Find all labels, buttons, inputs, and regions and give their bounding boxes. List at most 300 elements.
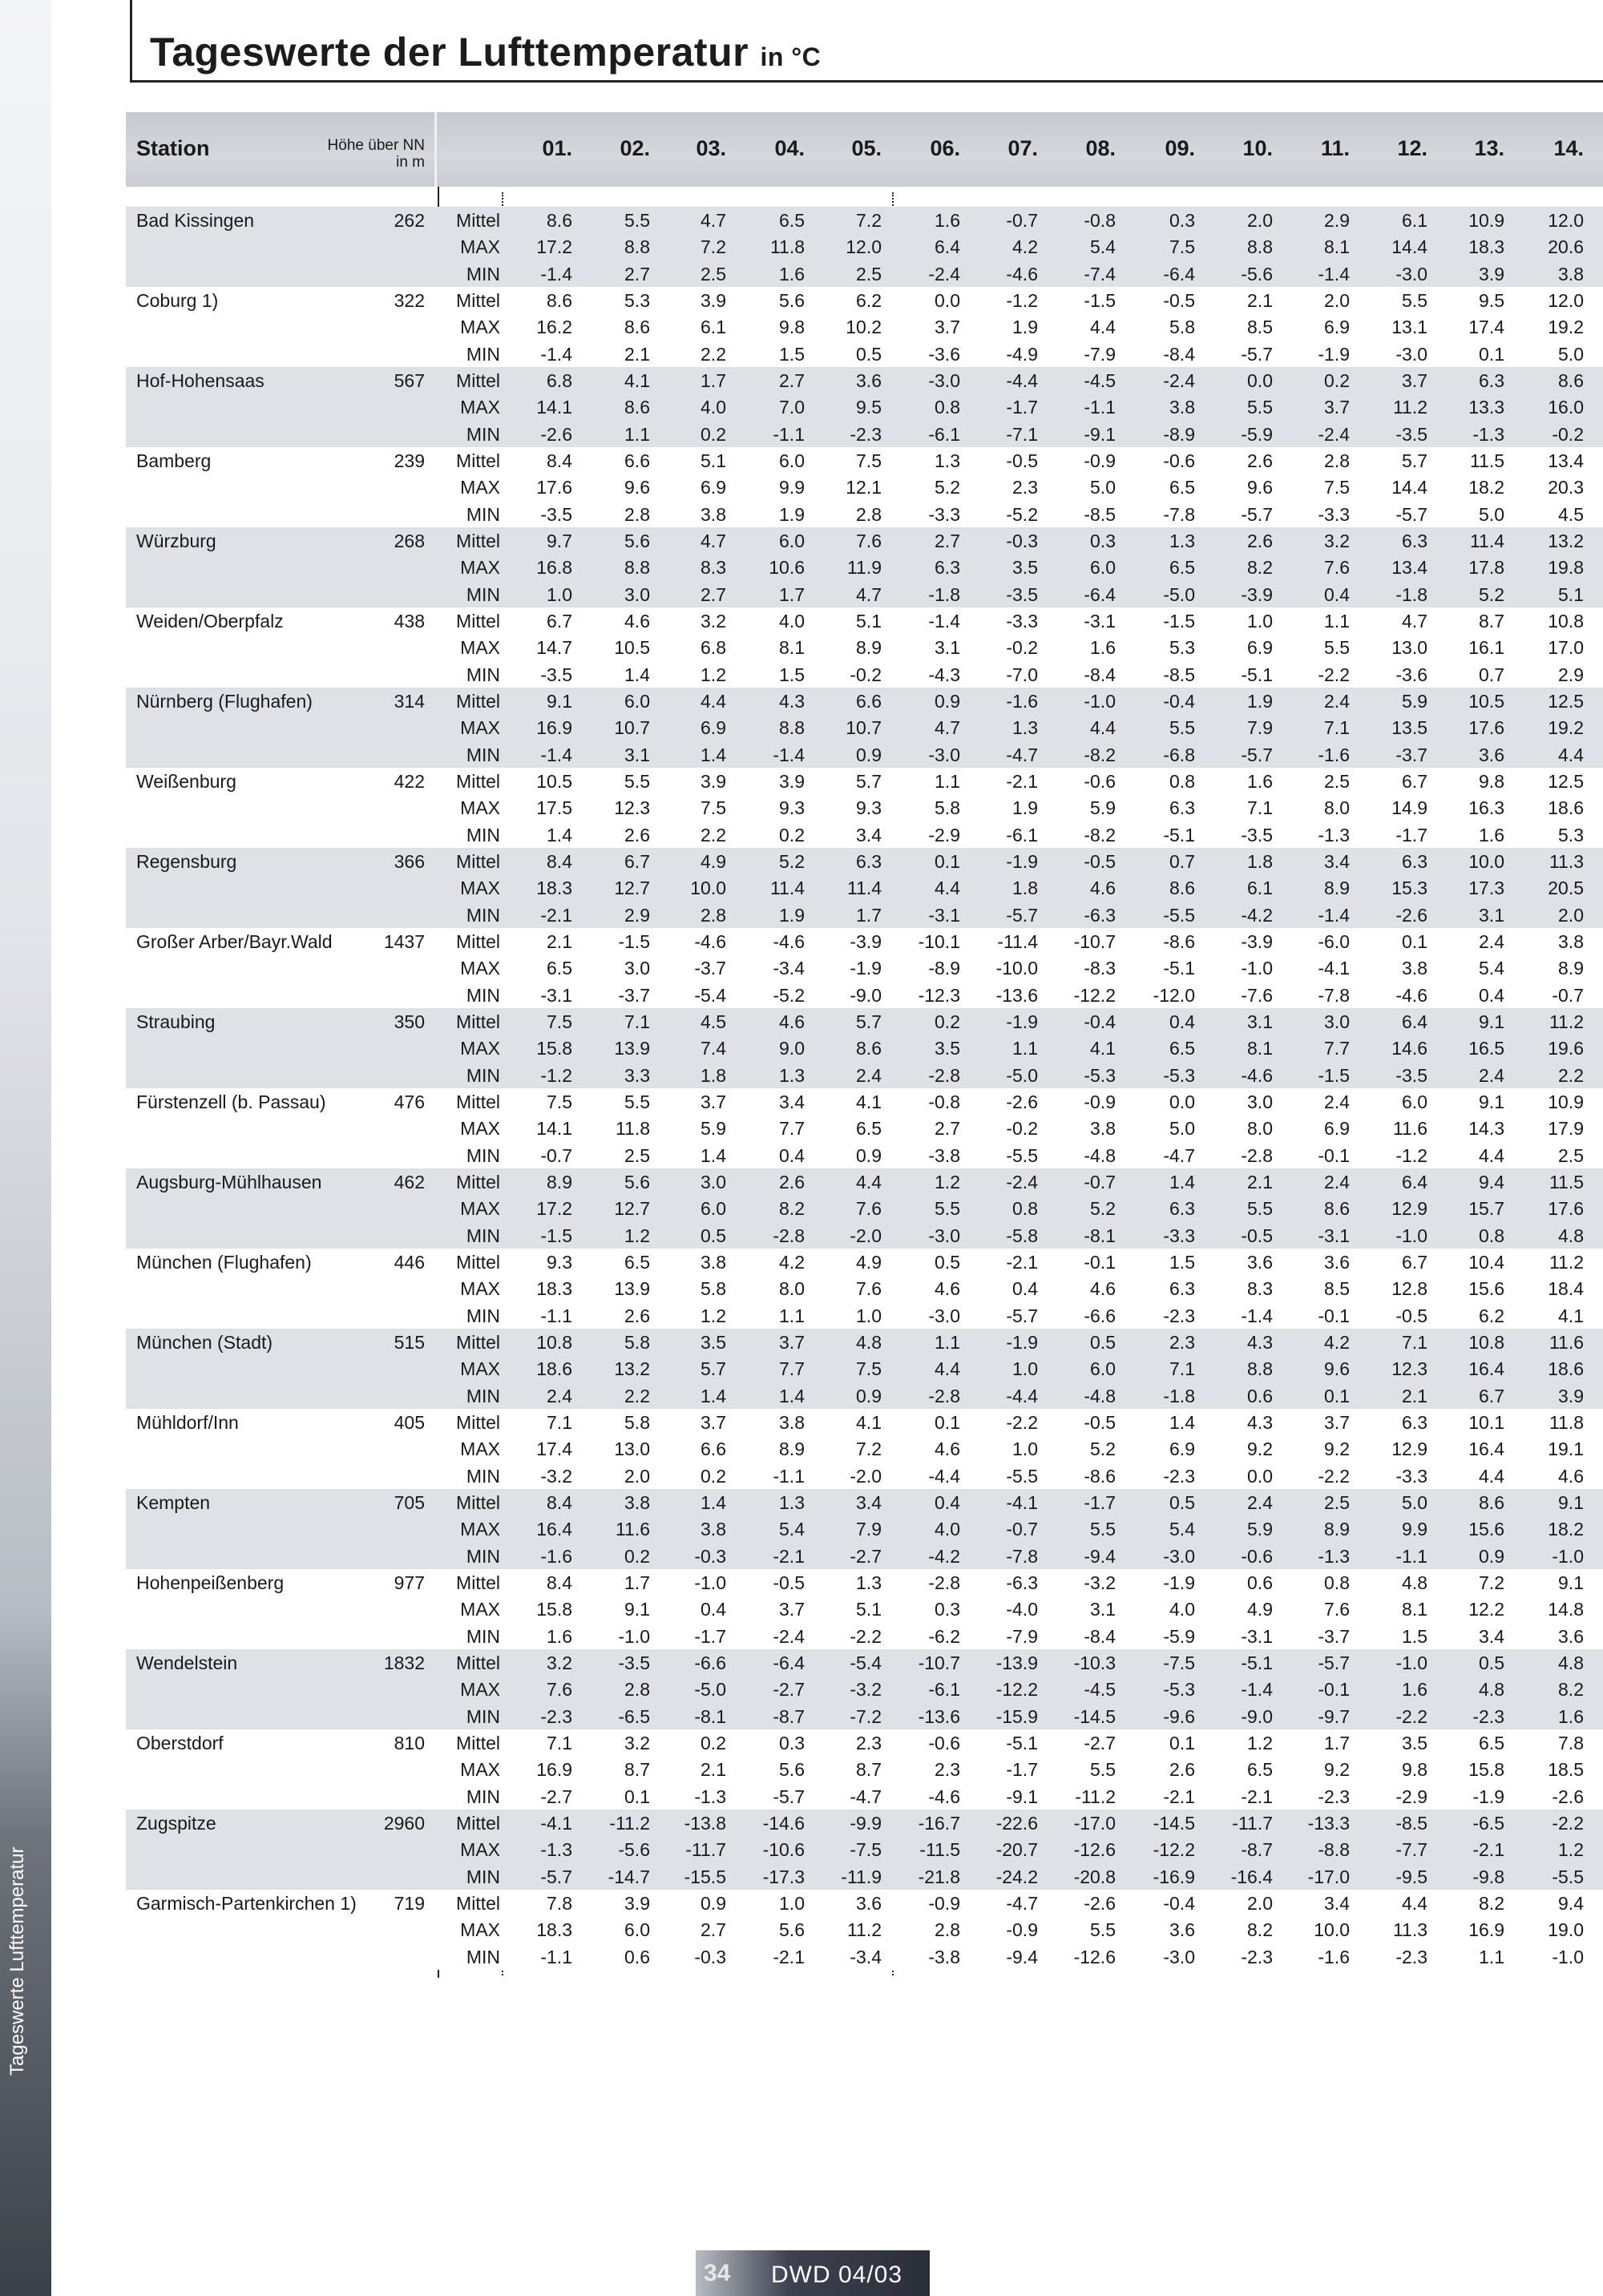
table-cell: 12.5 bbox=[1548, 691, 1584, 712]
table-cell: 0.3 bbox=[1090, 531, 1116, 551]
table-cell: 8.0 bbox=[779, 1278, 805, 1300]
table-cell: 3.4 bbox=[1324, 1893, 1350, 1914]
table-cell: -17.0 bbox=[1307, 1866, 1350, 1887]
table-cell: 2.6 bbox=[1247, 531, 1273, 551]
table-cell: 6.5 bbox=[779, 210, 805, 231]
table-cell: -13.8 bbox=[684, 1813, 726, 1834]
table-cell: -1.8 bbox=[928, 583, 960, 605]
table-cell: 1.4 bbox=[547, 824, 572, 845]
table-cell: -1.4 bbox=[540, 744, 572, 765]
table-cell: 7.4 bbox=[701, 1038, 726, 1059]
station-name: München (Flughafen) bbox=[136, 1252, 312, 1273]
table-cell: 18.6 bbox=[536, 1358, 572, 1380]
table-cell: -14.7 bbox=[608, 1866, 650, 1887]
table-cell: -1.9 bbox=[1472, 1786, 1504, 1807]
table-cell: 17.9 bbox=[1548, 1118, 1584, 1140]
table-cell: -1.8 bbox=[1395, 583, 1427, 605]
table-cell: -4.9 bbox=[1006, 343, 1038, 365]
table-cell: -16.4 bbox=[1230, 1866, 1273, 1887]
table-cell: -2.1 bbox=[773, 1545, 805, 1567]
table-cell: 6.3 bbox=[935, 557, 960, 579]
row-type-label: MAX bbox=[460, 1118, 500, 1140]
table-cell: -2.3 bbox=[1395, 1946, 1427, 1967]
table-cell: 0.5 bbox=[935, 1252, 960, 1273]
table-cell: -5.5 bbox=[1552, 1866, 1584, 1887]
table-cell: -0.5 bbox=[1163, 290, 1195, 311]
table-cell: 0.9 bbox=[701, 1893, 726, 1914]
table-cell: 2.3 bbox=[856, 1733, 882, 1753]
table-cell: -1.9 bbox=[1318, 343, 1350, 365]
table-cell: 3.7 bbox=[779, 1599, 805, 1620]
table-cell: 3.7 bbox=[1324, 1412, 1350, 1433]
table-cell: 6.2 bbox=[1479, 1305, 1504, 1326]
row-type-label: MIN bbox=[466, 824, 500, 845]
table-cell: 8.5 bbox=[1247, 317, 1273, 338]
table-cell: 2.4 bbox=[1324, 691, 1350, 712]
table-cell: 11.9 bbox=[846, 557, 882, 579]
table-cell: -8.4 bbox=[1084, 1625, 1116, 1647]
table-cell: -9.1 bbox=[1084, 423, 1116, 445]
station-name: München (Stadt) bbox=[136, 1332, 273, 1353]
row-type-label: MAX bbox=[460, 1839, 500, 1861]
table-cell: 3.2 bbox=[624, 1733, 650, 1753]
table-cell: 2.4 bbox=[1324, 1172, 1350, 1192]
table-cell: 5.4 bbox=[1090, 236, 1116, 258]
table-cell: 0.1 bbox=[1479, 343, 1504, 365]
table-cell: 4.1 bbox=[1558, 1305, 1584, 1326]
table-cell: 8.8 bbox=[1247, 236, 1273, 258]
table-cell: 7.2 bbox=[701, 236, 726, 258]
table-cell: 8.6 bbox=[624, 397, 650, 418]
table-cell: 19.8 bbox=[1548, 557, 1584, 579]
footer-reference: DWD 04/03 bbox=[771, 2262, 903, 2288]
table-cell: -3.1 bbox=[928, 904, 960, 926]
table-cell: 4.8 bbox=[1402, 1572, 1427, 1593]
table-cell: 16.0 bbox=[1548, 397, 1584, 418]
table-cell: 6.0 bbox=[1402, 1092, 1427, 1112]
table-cell: -9.4 bbox=[1084, 1545, 1116, 1567]
table-cell: -3.0 bbox=[1163, 1946, 1195, 1967]
table-cell: -7.2 bbox=[850, 1705, 882, 1727]
table-cell: 8.4 bbox=[547, 1492, 572, 1513]
table-cell: -0.5 bbox=[1084, 851, 1116, 872]
table-cell: -13.6 bbox=[918, 1705, 960, 1727]
table-cell: -11.2 bbox=[1075, 1786, 1116, 1807]
table-cell: -5.2 bbox=[773, 984, 805, 1006]
table-cell: 12.0 bbox=[1548, 290, 1584, 311]
table-cell: -2.4 bbox=[1318, 423, 1350, 445]
table-cell: -2.6 bbox=[1395, 904, 1427, 926]
table-cell: 0.1 bbox=[624, 1786, 650, 1807]
table-cell: 1.2 bbox=[701, 664, 726, 685]
table-cell: 2.4 bbox=[1479, 1064, 1504, 1086]
table-cell: -3.0 bbox=[1163, 1545, 1195, 1567]
table-cell: -1.0 bbox=[1241, 958, 1273, 979]
table-cell: 6.0 bbox=[779, 531, 805, 551]
table-cell: 16.3 bbox=[1468, 797, 1504, 819]
table-cell: -6.1 bbox=[928, 423, 960, 445]
table-cell: -3.3 bbox=[1163, 1225, 1195, 1246]
station-height: 977 bbox=[394, 1572, 425, 1593]
row-type-label: Mittel bbox=[456, 771, 500, 792]
table-cell: -9.1 bbox=[1006, 1786, 1038, 1807]
table-cell: -2.4 bbox=[773, 1625, 805, 1647]
table-cell: 0.0 bbox=[1169, 1092, 1195, 1112]
table-cell: 6.0 bbox=[779, 450, 805, 471]
table-cell: 8.2 bbox=[1247, 557, 1273, 579]
table-cell: 10.7 bbox=[846, 717, 882, 739]
table-cell: -12.2 bbox=[1073, 984, 1116, 1006]
table-cell: -3.3 bbox=[1318, 503, 1350, 525]
table-cell: 13.1 bbox=[1391, 317, 1427, 338]
table-cell: 12.9 bbox=[1391, 1198, 1427, 1220]
table-cell: 1.9 bbox=[1012, 797, 1038, 819]
table-cell: 2.8 bbox=[624, 503, 650, 525]
table-cell: 1.7 bbox=[701, 370, 726, 391]
table-cell: 10.7 bbox=[614, 717, 650, 739]
row-type-label: MAX bbox=[460, 1198, 500, 1220]
table-cell: -7.6 bbox=[1241, 984, 1273, 1006]
table-cell: 1.0 bbox=[1012, 1358, 1038, 1380]
table-cell: -1.9 bbox=[1163, 1572, 1195, 1593]
table-cell: 16.4 bbox=[1468, 1358, 1504, 1380]
station-name: Regensburg bbox=[136, 851, 237, 872]
table-cell: 3.0 bbox=[624, 583, 650, 605]
table-cell: -1.5 bbox=[618, 931, 650, 952]
table-cell: -9.5 bbox=[1395, 1866, 1427, 1887]
row-type-label: Mittel bbox=[456, 1652, 500, 1673]
table-cell: 10.8 bbox=[1468, 1332, 1504, 1353]
table-cell: 3.8 bbox=[1090, 1118, 1116, 1140]
table-cell: 10.5 bbox=[536, 771, 572, 792]
table-cell: -2.1 bbox=[1006, 771, 1038, 792]
row-type-label: Mittel bbox=[456, 1813, 500, 1834]
header-station: Station bbox=[136, 136, 210, 160]
row-type-label: MIN bbox=[466, 1385, 500, 1406]
table-cell: 1.1 bbox=[1012, 1038, 1038, 1059]
table-cell: 1.4 bbox=[701, 1385, 726, 1406]
table-cell: -13.9 bbox=[995, 1652, 1038, 1673]
table-cell: 6.0 bbox=[624, 1919, 650, 1941]
table-cell: 4.6 bbox=[935, 1439, 960, 1460]
table-cell: 3.8 bbox=[1558, 263, 1584, 284]
row-type-label: MIN bbox=[466, 664, 500, 685]
table-cell: 6.7 bbox=[1402, 771, 1427, 792]
table-cell: 2.5 bbox=[1324, 1492, 1350, 1513]
table-cell: 6.2 bbox=[856, 290, 882, 311]
table-cell: 7.6 bbox=[856, 531, 882, 551]
table-cell: -1.3 bbox=[1318, 824, 1350, 845]
table-cell: 0.9 bbox=[1479, 1545, 1504, 1567]
table-cell: 2.8 bbox=[624, 1679, 650, 1701]
table-cell: 4.0 bbox=[779, 611, 805, 632]
row-type-label: MAX bbox=[460, 317, 500, 338]
table-cell: 19.0 bbox=[1548, 1919, 1584, 1941]
table-cell: 4.6 bbox=[1090, 1278, 1116, 1300]
table-cell: 3.0 bbox=[1247, 1092, 1273, 1112]
row-type-label: Mittel bbox=[456, 450, 500, 471]
table-cell: 2.4 bbox=[1479, 931, 1504, 952]
table-cell: 10.1 bbox=[1468, 1412, 1504, 1433]
day-header: 11. bbox=[1320, 136, 1350, 160]
day-header: 06. bbox=[930, 136, 960, 160]
table-cell: 6.4 bbox=[1402, 1172, 1427, 1192]
table-cell: -5.1 bbox=[1241, 664, 1273, 685]
table-cell: 5.3 bbox=[1169, 637, 1195, 659]
table-cell: 0.1 bbox=[1169, 1733, 1195, 1753]
table-cell: -3.6 bbox=[1395, 664, 1427, 685]
table-cell: -1.9 bbox=[1006, 851, 1038, 872]
table-cell: 7.1 bbox=[624, 1011, 650, 1032]
table-cell: 0.9 bbox=[935, 691, 960, 712]
table-cell: 8.9 bbox=[1558, 958, 1584, 979]
row-type-label: MIN bbox=[466, 1625, 500, 1647]
station-height: 2960 bbox=[383, 1813, 425, 1834]
table-cell: 20.3 bbox=[1548, 477, 1584, 498]
table-cell: 9.3 bbox=[856, 797, 882, 819]
table-cell: -1.0 bbox=[618, 1625, 650, 1647]
table-cell: -6.0 bbox=[1318, 931, 1350, 952]
station-height: 476 bbox=[394, 1092, 425, 1112]
table-cell: -2.4 bbox=[928, 263, 960, 284]
table-cell: 5.0 bbox=[1479, 503, 1504, 525]
table-cell: 18.5 bbox=[1548, 1759, 1584, 1781]
table-cell: 7.5 bbox=[547, 1092, 572, 1112]
table-cell: 0.5 bbox=[1479, 1652, 1504, 1673]
table-cell: 3.8 bbox=[701, 1252, 726, 1273]
row-type-label: MIN bbox=[466, 263, 500, 284]
table-cell: 3.4 bbox=[1479, 1625, 1504, 1647]
table-cell: 3.8 bbox=[1558, 931, 1584, 952]
table-cell: -3.1 bbox=[1241, 1625, 1273, 1647]
day-header: 04. bbox=[774, 136, 805, 160]
table-cell: 0.9 bbox=[856, 744, 882, 765]
table-cell: 0.1 bbox=[1402, 931, 1427, 952]
table-cell: 1.6 bbox=[1090, 637, 1116, 659]
table-cell: 5.5 bbox=[1324, 637, 1350, 659]
table-cell: 9.1 bbox=[1479, 1092, 1504, 1112]
table-cell: -1.3 bbox=[540, 1839, 572, 1861]
table-cell: -1.5 bbox=[1163, 611, 1195, 632]
table-cell: 7.1 bbox=[1169, 1358, 1195, 1380]
table-cell: 5.2 bbox=[779, 851, 805, 872]
row-type-label: MIN bbox=[466, 503, 500, 525]
row-type-label: Mittel bbox=[456, 1733, 500, 1753]
table-cell: 9.2 bbox=[1247, 1439, 1273, 1460]
table-cell: -1.7 bbox=[1006, 1759, 1038, 1781]
table-cell: -4.6 bbox=[1395, 984, 1427, 1006]
table-cell: -9.9 bbox=[850, 1813, 882, 1834]
table-cell: -2.3 bbox=[1163, 1465, 1195, 1487]
table-cell: 5.6 bbox=[624, 531, 650, 551]
row-type-label: MAX bbox=[460, 236, 500, 258]
table-cell: 7.7 bbox=[1324, 1038, 1350, 1059]
station-name: Weißenburg bbox=[136, 771, 236, 792]
day-header: 07. bbox=[1007, 136, 1038, 160]
table-cell: 1.9 bbox=[779, 904, 805, 926]
station-name: Wendelstein bbox=[136, 1652, 238, 1673]
table-cell: 11.8 bbox=[615, 1118, 650, 1140]
table-cell: 9.1 bbox=[547, 691, 572, 712]
row-type-label: Mittel bbox=[456, 1252, 500, 1273]
table-cell: 0.3 bbox=[935, 1599, 960, 1620]
table-cell: 1.4 bbox=[701, 1144, 726, 1166]
table-cell: -4.2 bbox=[928, 1545, 960, 1567]
table-cell: 1.1 bbox=[935, 1332, 960, 1353]
table-cell: 6.6 bbox=[624, 450, 650, 471]
table-cell: 4.2 bbox=[1324, 1332, 1350, 1353]
table-cell: 9.4 bbox=[1479, 1172, 1504, 1192]
station-height: 1437 bbox=[383, 931, 425, 952]
station-height: 705 bbox=[394, 1492, 425, 1513]
table-cell: 9.6 bbox=[1324, 1358, 1350, 1380]
table-cell: 9.8 bbox=[779, 317, 805, 338]
table-cell: -6.4 bbox=[1163, 263, 1195, 284]
table-cell: 9.2 bbox=[1324, 1759, 1350, 1781]
table-cell: 2.1 bbox=[1247, 290, 1273, 311]
station-name: Bamberg bbox=[136, 450, 212, 471]
table-cell: -4.6 bbox=[773, 931, 805, 952]
table-cell: 10.0 bbox=[1468, 851, 1504, 872]
table-cell: 12.7 bbox=[614, 878, 650, 899]
table-cell: 3.5 bbox=[1012, 557, 1038, 579]
table-cell: -1.7 bbox=[1395, 824, 1427, 845]
table-cell: 0.8 bbox=[1479, 1225, 1504, 1246]
table-cell: 17.4 bbox=[1468, 317, 1504, 338]
table-cell: 2.4 bbox=[547, 1385, 572, 1406]
table-cell: -3.7 bbox=[1395, 744, 1427, 765]
table-cell: -1.9 bbox=[1006, 1332, 1038, 1353]
table-cell: -4.6 bbox=[1006, 263, 1038, 284]
table-cell: 17.5 bbox=[536, 797, 572, 819]
table-cell: 11.8 bbox=[769, 236, 805, 258]
station-height: 422 bbox=[394, 771, 425, 792]
table-cell: 7.7 bbox=[779, 1358, 805, 1380]
table-cell: 13.5 bbox=[1391, 717, 1427, 739]
table-cell: 10.5 bbox=[1468, 691, 1504, 712]
table-cell: -1.4 bbox=[773, 744, 805, 765]
station-height: 322 bbox=[394, 290, 425, 311]
table-cell: 8.8 bbox=[624, 236, 650, 258]
table-cell: 1.0 bbox=[856, 1305, 882, 1326]
table-cell: 11.2 bbox=[1392, 397, 1427, 418]
row-type-label: Mittel bbox=[456, 931, 500, 952]
table-cell: 8.4 bbox=[547, 851, 572, 872]
table-cell: 3.2 bbox=[701, 611, 726, 632]
table-cell: 6.0 bbox=[624, 691, 650, 712]
row-type-label: MAX bbox=[460, 797, 500, 819]
table-cell: 4.3 bbox=[1247, 1332, 1273, 1353]
table-cell: 1.4 bbox=[779, 1385, 805, 1406]
table-cell: -7.9 bbox=[1006, 1625, 1038, 1647]
table-cell: -3.9 bbox=[1241, 931, 1273, 952]
table-cell: 5.0 bbox=[1090, 477, 1116, 498]
row-type-label: MIN bbox=[466, 1144, 500, 1166]
table-cell: 3.1 bbox=[1247, 1011, 1273, 1032]
header-height bbox=[301, 137, 425, 171]
table-cell: 4.2 bbox=[779, 1252, 805, 1273]
station-name: Bad Kissingen bbox=[136, 210, 255, 231]
table-cell: 2.5 bbox=[624, 1144, 650, 1166]
table-cell: 8.4 bbox=[547, 1572, 572, 1593]
table-cell: -8.9 bbox=[1163, 423, 1195, 445]
table-cell: 5.8 bbox=[701, 1278, 726, 1300]
station-name: Straubing bbox=[136, 1011, 216, 1032]
table-cell: 5.9 bbox=[1247, 1519, 1273, 1540]
table-cell: 12.0 bbox=[1548, 210, 1584, 231]
table-cell: 0.3 bbox=[779, 1733, 805, 1753]
station-height: 405 bbox=[394, 1412, 425, 1433]
row-type-label: Mittel bbox=[456, 370, 500, 391]
table-cell: 1.5 bbox=[779, 664, 805, 685]
table-cell: 5.6 bbox=[779, 290, 805, 311]
table-cell: -0.2 bbox=[1006, 637, 1038, 659]
table-cell: 7.6 bbox=[1324, 1599, 1350, 1620]
table-cell: 2.8 bbox=[701, 904, 726, 926]
table-cell: 11.6 bbox=[1548, 1332, 1584, 1353]
table-cell: 4.7 bbox=[701, 210, 726, 231]
table-cell: 8.7 bbox=[856, 1759, 882, 1781]
row-type-label: MIN bbox=[466, 1225, 500, 1246]
table-cell: -12.2 bbox=[1153, 1839, 1195, 1861]
table-cell: 0.7 bbox=[1479, 664, 1504, 685]
table-cell: 6.5 bbox=[1169, 557, 1195, 579]
table-cell: 0.0 bbox=[1247, 370, 1273, 391]
table-cell: 8.2 bbox=[779, 1198, 805, 1220]
table-cell: -2.8 bbox=[928, 1385, 960, 1406]
table-cell: 2.0 bbox=[1558, 904, 1584, 926]
table-cell: -4.0 bbox=[1006, 1599, 1038, 1620]
table-cell: 4.6 bbox=[1090, 878, 1116, 899]
row-type-label: MAX bbox=[460, 1599, 500, 1620]
table-cell: -3.7 bbox=[618, 984, 650, 1006]
table-cell: -3.5 bbox=[618, 1652, 650, 1673]
day-header: 13. bbox=[1474, 136, 1504, 160]
table-cell: 13.2 bbox=[614, 1358, 650, 1380]
table-cell: 7.7 bbox=[779, 1118, 805, 1140]
table-cell: -5.7 bbox=[1006, 904, 1038, 926]
table-cell: 0.2 bbox=[701, 423, 726, 445]
table-cell: -4.4 bbox=[1006, 370, 1038, 391]
table-cell: -13.6 bbox=[995, 984, 1038, 1006]
table-cell: 5.7 bbox=[856, 1011, 882, 1032]
table-cell: 3.5 bbox=[1402, 1733, 1427, 1753]
table-cell: 12.0 bbox=[846, 236, 882, 258]
table-cell: -5.9 bbox=[1241, 423, 1273, 445]
table-cell: 16.1 bbox=[1468, 637, 1504, 659]
table-cell: 1.6 bbox=[1558, 1705, 1584, 1727]
table-cell: -20.8 bbox=[1073, 1866, 1116, 1887]
table-cell: -6.6 bbox=[694, 1652, 726, 1673]
table-cell: 9.1 bbox=[624, 1599, 650, 1620]
table-cell: -0.6 bbox=[1241, 1545, 1273, 1567]
table-cell: 8.3 bbox=[1247, 1278, 1273, 1300]
table-cell: -7.7 bbox=[1395, 1839, 1427, 1861]
table-cell: 14.4 bbox=[1391, 477, 1427, 498]
table-cell: -5.3 bbox=[1084, 1064, 1116, 1086]
table-cell: 19.2 bbox=[1548, 717, 1584, 739]
table-cell: -3.5 bbox=[1241, 824, 1273, 845]
table-cell: 2.3 bbox=[935, 1759, 960, 1781]
row-type-label: MAX bbox=[460, 1038, 500, 1059]
table-cell: 6.5 bbox=[1479, 1733, 1504, 1753]
table-cell: -0.6 bbox=[928, 1733, 960, 1753]
table-cell: -2.3 bbox=[1163, 1305, 1195, 1326]
table-cell: -9.8 bbox=[1472, 1866, 1504, 1887]
table-cell: -9.7 bbox=[1318, 1705, 1350, 1727]
table-cell: -2.2 bbox=[1318, 1465, 1350, 1487]
table-cell: -4.7 bbox=[1006, 744, 1038, 765]
